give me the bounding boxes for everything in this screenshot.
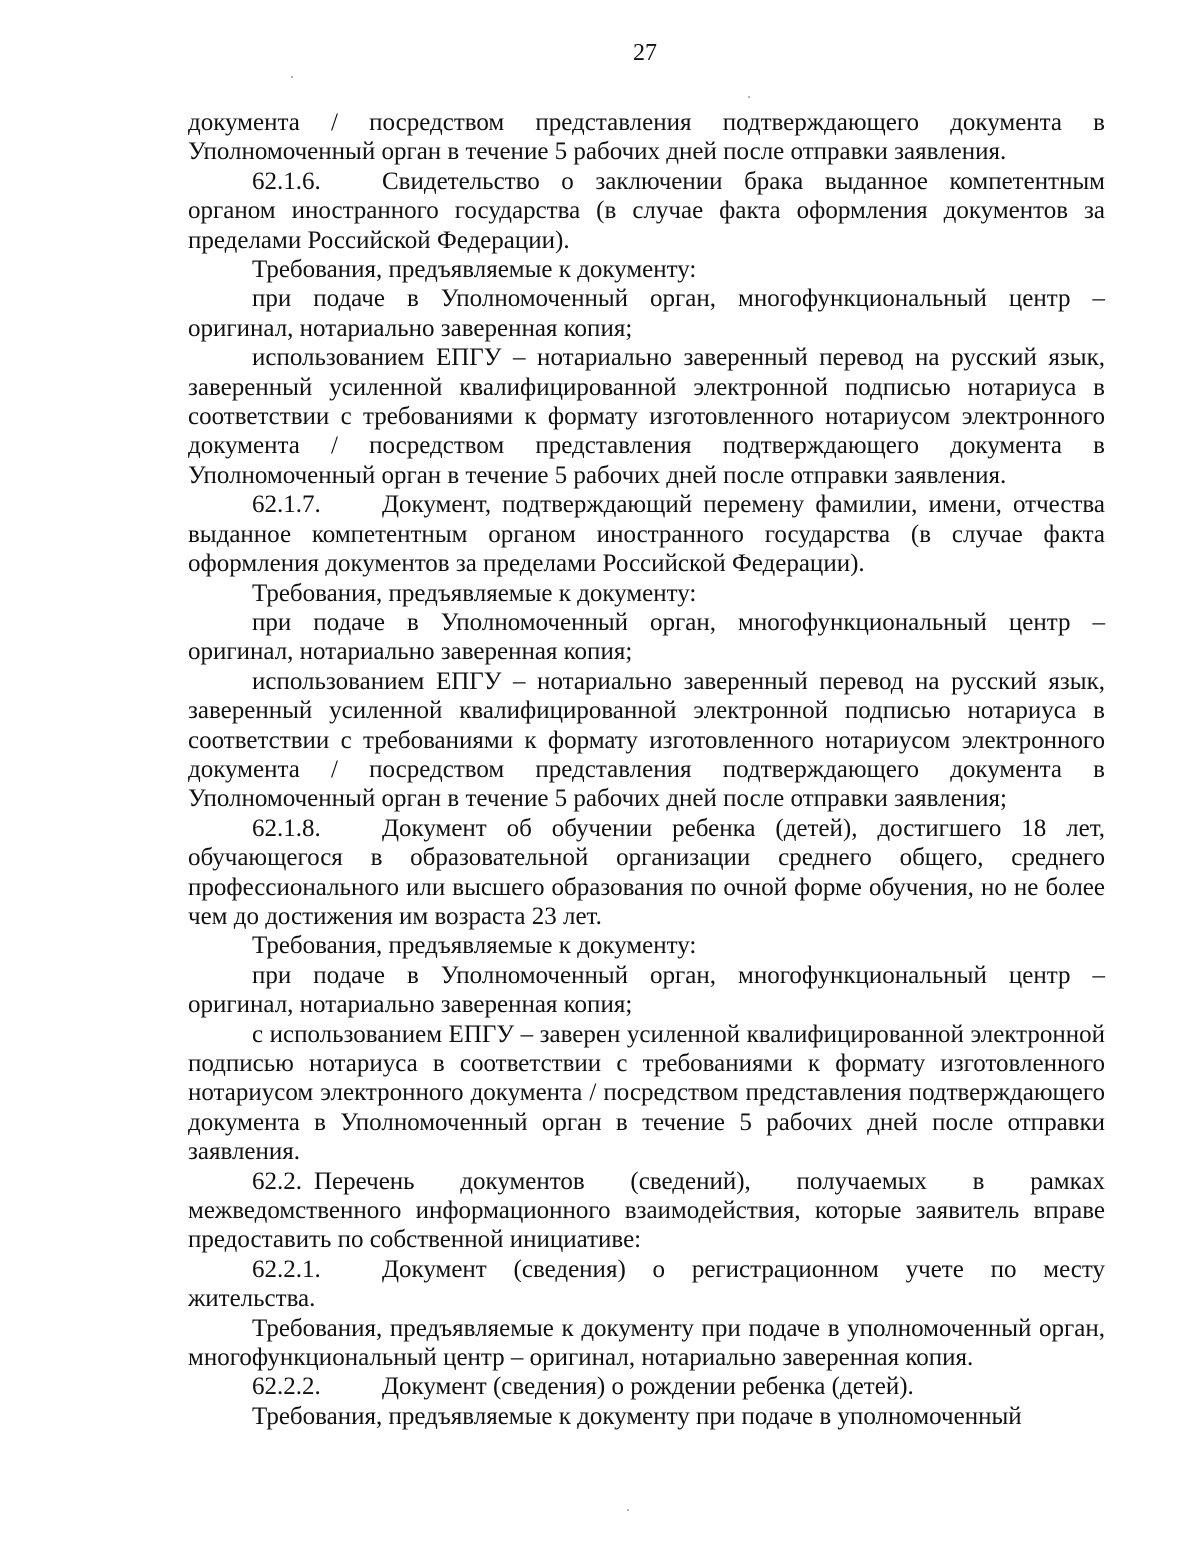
paragraph-text: при подаче в Уполномоченный орган, многофункциональный центр – оригинал, нотариально заверенная копия; (188, 285, 1105, 342)
paragraph-text: Перечень документов (сведений), получаемых в рамках межведомственного информационного взаимодействия, которые заявитель вправе предоставить по собственной инициативе: (188, 1167, 1105, 1254)
paragraph (188, 667, 1105, 814)
paragraph-text: использованием ЕПГУ – нотариально заверенный перевод на русский язык, заверенный усиленной квалифицированной электронной подписью нотариуса в соответствии с требованиями к формату изготовленного нотариусом электронного документа / посредством представления подтверждающего документа в Уполномоченный орган в течение 5 рабочих дней после отправки заявления. (188, 344, 1105, 489)
paragraph-text: с использованием ЕПГУ – заверен усиленной квалифицированной электронной подписью нотариуса в соответствии с требованиями к формату изготовленного нотариусом электронного документа / посредством представления подтверждающего документа в Уполномоченный орган в течение 5 рабочих дней после отправки заявления. (188, 1020, 1105, 1166)
paragraph (188, 490, 1105, 578)
paragraph (188, 1314, 1105, 1373)
paragraph (188, 255, 1105, 284)
scan-speck (291, 76, 293, 78)
paragraph-text: Требования, предъявляемые к документу при подаче в уполномоченный (252, 1402, 1022, 1430)
paragraph (188, 284, 1105, 343)
paragraph-text: Требования, предъявляемые к документу при подаче в уполномоченный орган, многофункциональный центр – оригинал, нотариально заверенная копия. (188, 1314, 1105, 1372)
paragraph-text: Требования, предъявляемые к документу: (252, 579, 697, 607)
paragraph (188, 167, 1105, 255)
scan-speck (748, 96, 750, 98)
paragraph-text: Документ об обучении ребенка (детей), достигшего 18 лет, обучающегося в образовательной организации среднего общего, среднего профессионального или высшего образования по очной форме обучения, но не более чем до достижения им возраста 23 лет. (188, 814, 1105, 930)
paragraph-text: Свидетельство о заключении брака выданное компетентным органом иностранного государства (в случае факта оформления документов за пределами Российской Федерации). (188, 167, 1105, 254)
paragraph (188, 1167, 1105, 1255)
paragraph-text: при подаче в Уполномоченный орган, многофункциональный центр – оригинал, нотариально заверенная копия; (188, 961, 1105, 1019)
clause-number: 62.1.6. (252, 167, 321, 195)
paragraph (188, 343, 1105, 490)
document-body (188, 108, 1105, 1431)
clause-number: 62.2. (252, 1167, 302, 1195)
paragraph-text: использованием ЕПГУ – нотариально заверенный перевод на русский язык, заверенный усиленной квалифицированной электронной подписью нотариуса в соответствии с требованиями к формату изготовленного нотариусом электронного документа / посредством представления подтверждающего документа в Уполномоченный орган в течение 5 рабочих дней после отправки заявления; (188, 667, 1105, 813)
paragraph (188, 1402, 1105, 1431)
paragraph (188, 1255, 1105, 1314)
clause-number: 62.1.7. (252, 491, 321, 519)
paragraph-text: Требования, предъявляемые к документу: (252, 932, 697, 960)
paragraph-text: Требования, предъявляемые к документу: (252, 256, 697, 284)
paragraph (188, 1020, 1105, 1167)
clause-number: 62.1.8. (252, 814, 321, 842)
paragraph (188, 961, 1105, 1020)
paragraph (188, 931, 1105, 960)
paragraph (188, 814, 1105, 932)
page-number: 27 (633, 40, 657, 66)
paragraph-text: при подаче в Уполномоченный орган, многофункциональный центр – оригинал, нотариально заверенная копия; (188, 608, 1105, 666)
clause-number: 62.2.1. (252, 1255, 321, 1283)
clause-number: 62.2.2. (252, 1373, 321, 1401)
paragraph (188, 1372, 1105, 1401)
paragraph (188, 608, 1105, 667)
paragraph (188, 579, 1105, 608)
paragraph-text: Документ, подтверждающий перемену фамилии, имени, отчества выданное компетентным органом иностранного государства (в случае факта оформления документов за пределами Российской Федерации). (188, 491, 1105, 578)
paragraph-text: Документ (сведения) о рождении ребенка (детей). (382, 1373, 914, 1401)
paragraph (188, 108, 1105, 167)
paragraph-text: документа / посредством представления подтверждающего документа в Уполномоченный орган в течение 5 рабочих дней после отправки заявления. (188, 109, 1105, 166)
scan-speck (627, 1509, 629, 1511)
paragraph-text: Документ (сведения) о регистрационном учете по месту жительства. (188, 1255, 1105, 1313)
